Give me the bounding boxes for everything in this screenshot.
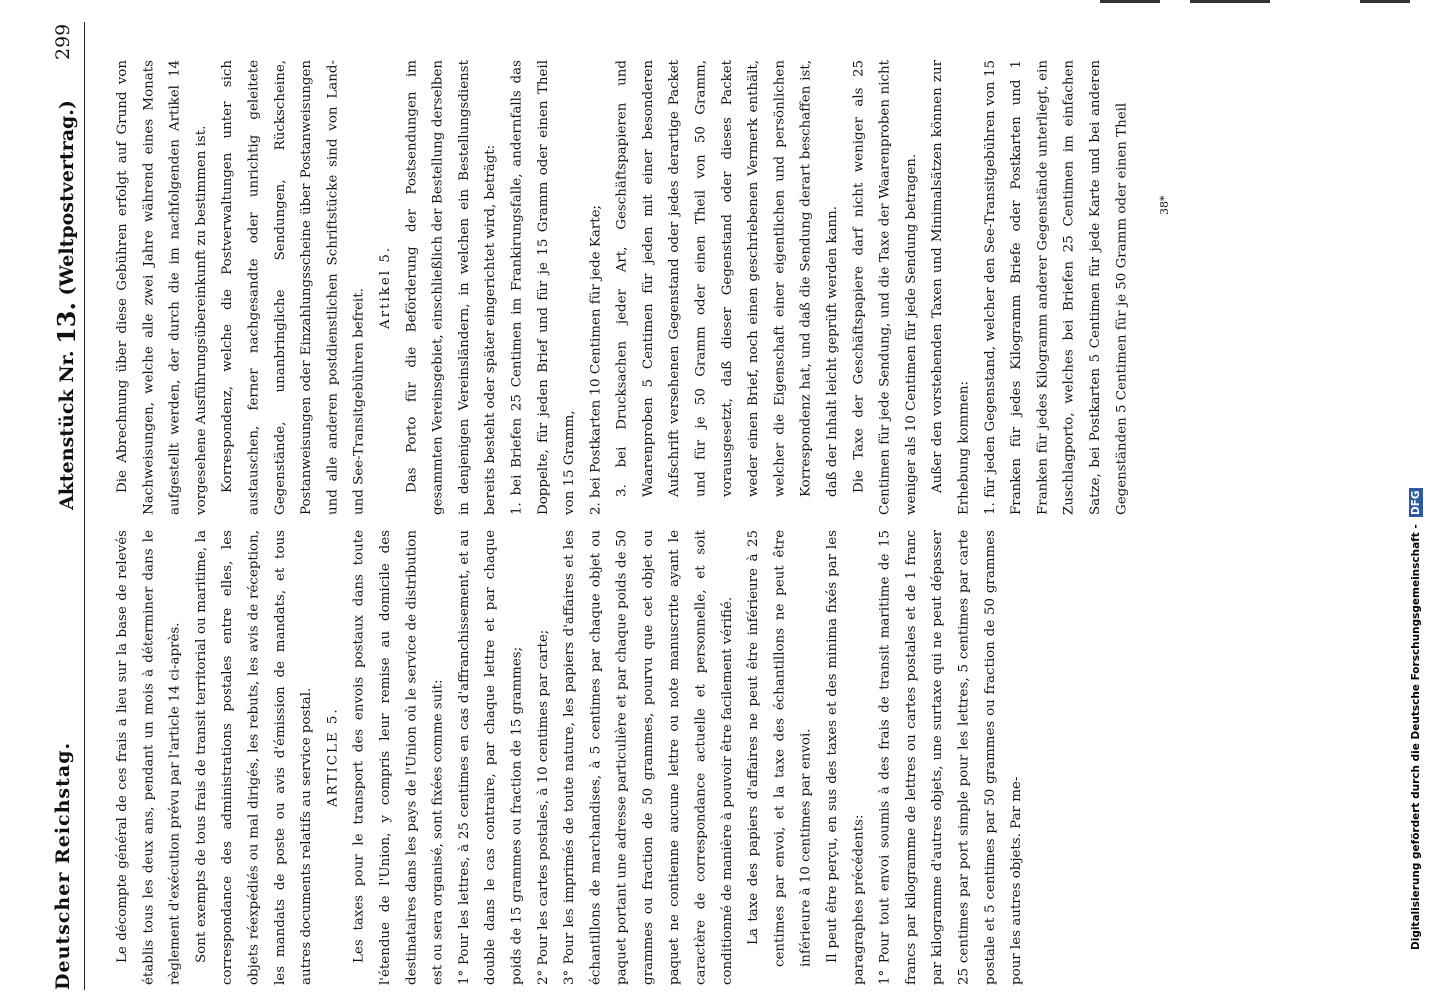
french-paragraph-4: La taxe des papiers d'affaires ne peut être inférieure à 25 centimes par envoi, et la taxe des échantillons ne peut être inférieure à 10 centimes par envoi. bbox=[746, 530, 814, 967]
french-item-4: 1° Pour tout envoi soumis à des frais de transit maritime de 15 francs par kilogramme de lettres ou cartes postales et de 1 franc par kilogramme d'autres objets, une surtaxe qui ne peut dépasser 25 centimes par port simple pour les lettres, 5 centimes par carte postale et 5 centimes par 50 grammes ou fraction de 50 grammes pour les autres objets. Par me- bbox=[877, 530, 1025, 985]
german-item-3: 3. bei Drucksachen jeder Art, Geschäftspapieren und Waarenproben 5 Centimen für jeden mit einer besonderen Aufschrift versehenen Gegenstand oder jedes derartige Packet und für je 50 Gramm oder einen Theil von 50 Gramm, vorausgesetzt, daß dieser Gegenstand oder dieses Packet weder einen Brief, noch einen geschriebenen Vermerk enthält, welcher die Eigenschaft einer eigentlichen und persönlichen Korrespondenz hat, und daß die Sendung derart beschaffen ist, daß der Inhalt leicht geprüft werden kann. bbox=[614, 60, 841, 497]
french-paragraph-1: Le décompte général de ces frais a lieu sur la base de relevés établis tous les deux ans, pendant un mois à déterminer dans le règlement d'exécution prévu par l'article 14 ci-après. bbox=[115, 530, 183, 985]
french-item-1: 1° Pour les lettres, à 25 centimes en cas d'affranchissement, et au double dans le cas contraire, par chaque lettre et par chaque poids de 15 grammes ou fraction de 15 grammes; bbox=[456, 530, 525, 985]
header-subtitle: (Weltpostvertrag.) bbox=[56, 100, 78, 296]
german-item-1: 1. bei Briefen 25 Centimen im Frankirungsfalle, andernfalls das Doppelte, für jeden Brief und für je 15 Gramm oder einen Theil von 15 Gramm, bbox=[509, 60, 578, 515]
page-number: 299 bbox=[52, 23, 74, 60]
dfg-logo: DFG bbox=[1410, 490, 1422, 515]
french-article-title: ARTICLE 5. bbox=[325, 707, 341, 808]
signature-mark: 38* bbox=[1158, 195, 1171, 215]
german-item-2: 2. bei Postkarten 10 Centimen für jede Karte; bbox=[588, 204, 604, 515]
header-prefix: Aktenstück Nr. bbox=[56, 350, 78, 510]
french-item-2: 2° Pour les cartes postales, à 10 centimes par carte; bbox=[535, 629, 551, 985]
scan-edge-marks bbox=[1060, 0, 1432, 4]
german-item-4: 1. für jeden Gegenstand, welcher den See-Transitgebühren von 15 Franken für jedes Kilogramm Briefe oder Postkarten und 1 Franken für jedes Kilogramm anderer Gegenstände unterliegt, ein Zuschlagporto, welches bei Briefen 25 Centimen im einfachen Satze, bei Postkarten 5 Centimen für jede Karte und bei anderen Gegenständen 5 Centimen für je 50 Gramm oder einen Theil bbox=[982, 60, 1130, 515]
header-divider bbox=[84, 22, 85, 990]
digitization-credit bbox=[1410, 20, 1428, 950]
french-paragraph-3: Les taxes pour le transport des envois postaux dans toute l'étendue de l'Union, y compris leur remise au domicile des destinataires dans les pays de l'Union où le service de distribution est ou sera organisé, sont fixées comme suit: bbox=[351, 530, 446, 985]
german-paragraph-4: Die Taxe der Geschäftspapiere darf nicht weniger als 25 Centimen für jede Sendung, und die Taxe der Waarenproben nicht weniger als 10 Centimen für jede Sendung betragen. bbox=[851, 60, 919, 515]
running-header-left: Deutscher Reichstag. bbox=[52, 741, 74, 990]
german-paragraph-5: Außer den vorstehenden Taxen und Minimalsätzen können zur Erhebung kommen: bbox=[930, 60, 972, 515]
french-paragraph-2: Sont exempts de tous frais de transit territorial ou maritime, la correspondance des administrations postales entre elles, les objets réexpédiés ou mal dirigés, les rebuts, les avis de réception, les mandats de poste ou avis d'émission de mandats, et tous autres documents relatifs au service postal. bbox=[193, 530, 315, 985]
header-document-number: 13. bbox=[52, 302, 81, 344]
german-paragraph-2: Korrespondenz, welche die Postverwaltungen unter sich austauschen, ferner nachgesandte oder unrichtig geleitete Gegenstände, unanbringliche Sendungen, Rückscheine, Postanweisungen oder Einzahlungsscheine über Postanweisungen und alle anderen postdienstlichen Schriftstücke sind von Land- und See-Transitgebühren befreit. bbox=[220, 60, 367, 515]
german-column bbox=[110, 60, 1130, 515]
german-article-title: Artikel 5. bbox=[377, 245, 393, 330]
german-paragraph-1: Die Abrechnung über diese Gebühren erfolgt auf Grund von Nachweisungen, welche alle zwei Jahre während eines Monats aufgestellt werden, der durch die im nachfolgenden Artikel 14 vorgesehene Ausführungsübereinkunft zu bestimmen ist. bbox=[115, 60, 209, 515]
french-item-3: 3° Pour les imprimés de toute nature, les papiers d'affaires et les échantillons de marchandises, à 5 centimes par chaque objet ou paquet portant une adresse particulière et par chaque poids de 50 grammes ou fraction de 50 grammes, pourvu que cet objet ou paquet ne contienne aucune lettre ou note manuscrite ayant le caractère de correspondance actuelle et personnelle, et soit conditionné de manière à pouvoir être facilement vérifié. bbox=[562, 530, 735, 985]
german-paragraph-3: Das Porto für die Beförderung der Postsendungen im gesammten Vereinsgebiet, einschließlich der Bestellung derselben in denjenigen Vereinsländern, in welchen ein Bestellungsdienst bereits besteht oder später eingerichtet wird, beträgt: bbox=[404, 60, 499, 515]
french-column bbox=[110, 530, 1110, 985]
french-paragraph-5: Il peut être perçu, en sus des taxes et des minima fixés par les paragraphes précédents: bbox=[825, 530, 867, 985]
running-header-center bbox=[52, 60, 82, 510]
credit-text: Digitalisierung gefördert durch die Deutsche Forschungsgemeinschaft - bbox=[1410, 524, 1422, 950]
